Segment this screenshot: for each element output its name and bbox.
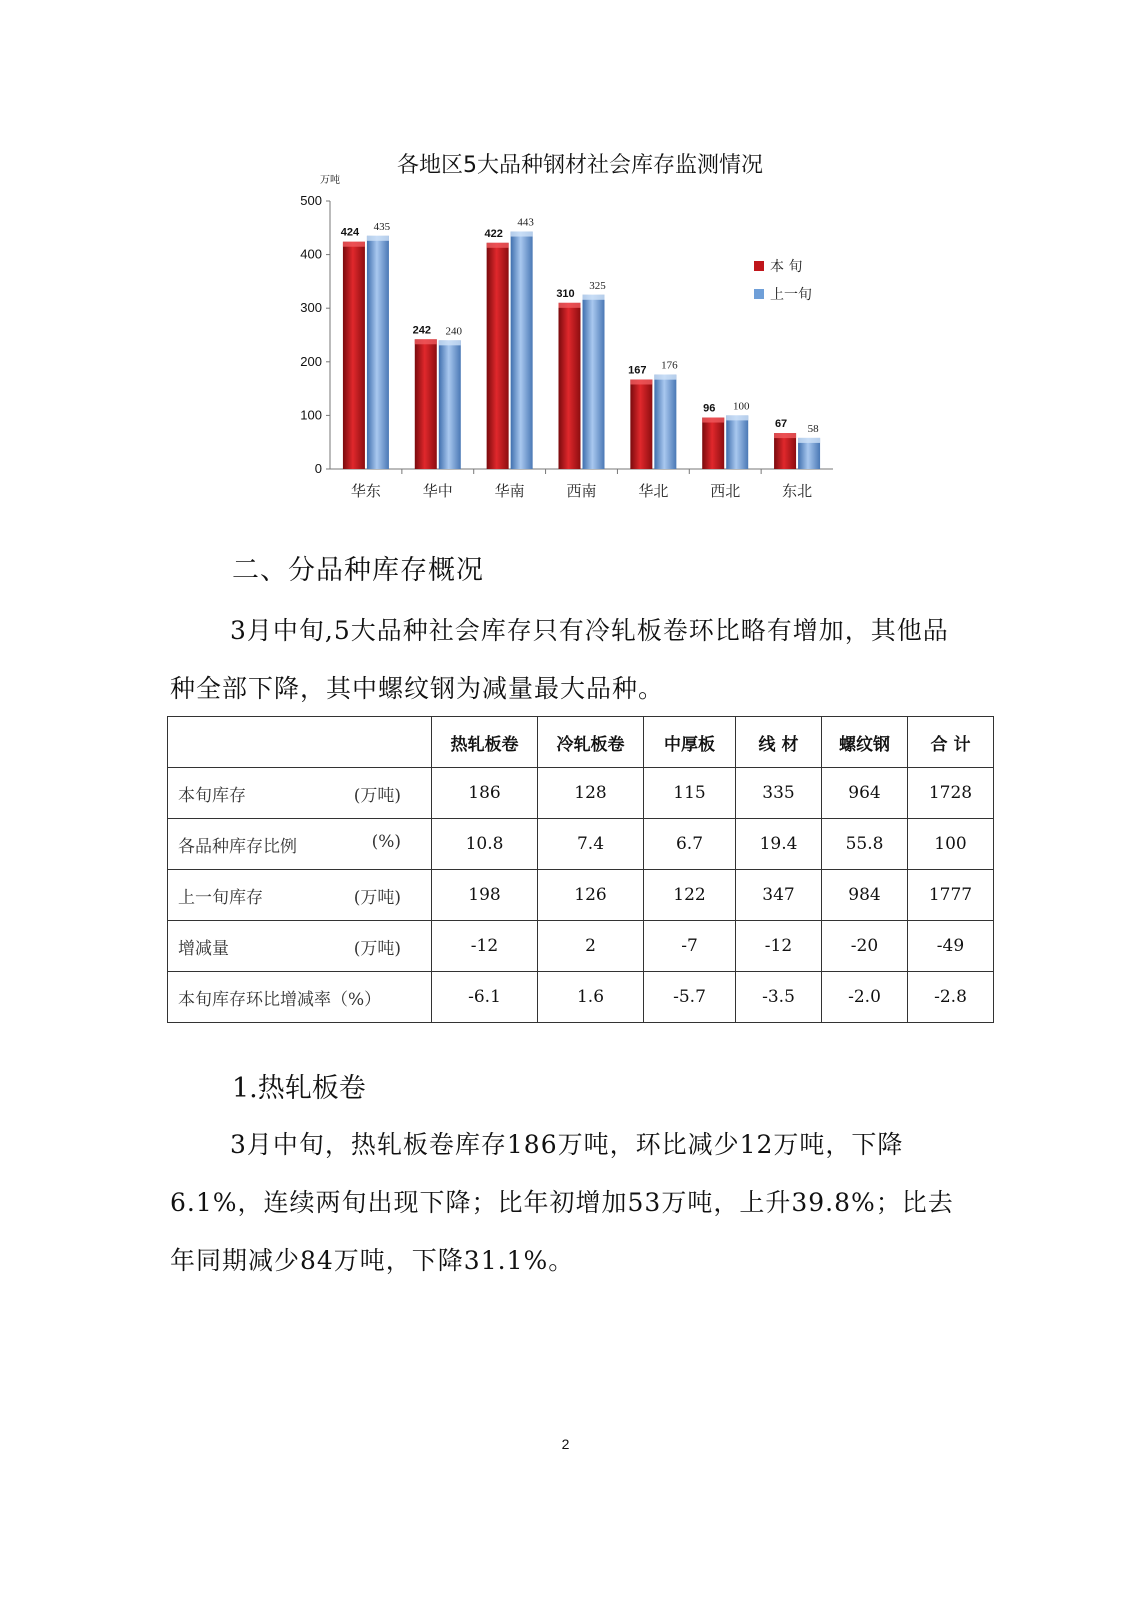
table-cell: 186: [432, 768, 538, 819]
table-cell: 100: [908, 819, 994, 870]
table-row: [168, 921, 994, 972]
x-category-label: 华中: [422, 482, 453, 500]
section-heading: 二、分品种库存概况: [232, 555, 484, 586]
table-row: [168, 768, 994, 819]
data-label: 424: [340, 226, 360, 239]
row-unit: (%): [371, 831, 401, 852]
row-label-text: 本旬库存: [178, 785, 246, 806]
data-label: 67: [774, 418, 788, 431]
table-cell: 335: [736, 768, 822, 819]
row-label: [168, 921, 432, 972]
table-header-cell: 中厚板: [644, 717, 736, 768]
y-axis-unit: 万吨: [320, 175, 340, 186]
bar-current: [415, 339, 437, 469]
bar-cap: [415, 339, 437, 344]
bar-previous: [511, 232, 533, 469]
table-row: [168, 972, 994, 1023]
table-header-cell: 线 材: [736, 717, 822, 768]
table-cell: 10.8: [432, 819, 538, 870]
y-tick-label: 400: [300, 246, 322, 262]
x-category-label: 华北: [638, 482, 669, 500]
page-number: 2: [561, 1436, 570, 1452]
legend-swatch: [754, 289, 764, 299]
table-cell: 7.4: [538, 819, 644, 870]
bar-cap: [439, 340, 461, 345]
table-cell: 55.8: [822, 819, 908, 870]
section-paragraph: 3月中旬,5大品种社会库存只有冷轧板卷环比略有增加，其他品种全部下降，其中螺纹钢为减量最大品种。: [170, 616, 949, 703]
y-tick-label: 100: [300, 407, 322, 423]
data-label: 176: [661, 359, 678, 372]
table-cell: 347: [736, 870, 822, 921]
data-label: 435: [373, 220, 391, 233]
legend-swatch: [754, 261, 764, 271]
chart-title: 各地区5大品种钢材社会库存监测情况: [397, 153, 763, 178]
data-label: 167: [628, 364, 647, 377]
bar-cap: [511, 232, 533, 237]
bar-cap: [654, 375, 676, 380]
bar-previous: [439, 340, 461, 469]
chart-svg: [300, 140, 860, 510]
row-unit: (万吨): [353, 785, 401, 806]
bar-cap: [343, 242, 365, 247]
x-category-label: 华东: [350, 482, 381, 500]
legend-label: 上一旬: [770, 287, 812, 303]
row-label-text: 增减量: [178, 938, 229, 959]
bar-cap: [726, 415, 748, 420]
table-row: [168, 870, 994, 921]
data-label: 443: [517, 216, 534, 229]
row-label: [168, 870, 432, 921]
data-label: 242: [412, 324, 431, 337]
y-tick-label: 200: [300, 353, 322, 369]
row-label: [168, 768, 432, 819]
table-cell: 2: [538, 921, 644, 972]
x-category-label: 东北: [782, 482, 813, 500]
bar-current: [630, 379, 652, 469]
bar-cap: [583, 295, 605, 300]
bar-cap: [559, 303, 581, 308]
bar-previous: [654, 375, 676, 469]
table-header-cell: 螺纹钢: [822, 717, 908, 768]
bar-previous: [583, 295, 605, 469]
bar-cap: [702, 418, 724, 423]
row-unit: (万吨): [353, 887, 401, 908]
table-cell: 984: [822, 870, 908, 921]
row-unit: (万吨): [353, 938, 401, 959]
data-label: 96: [703, 402, 716, 415]
row-label-text: 上一旬库存: [178, 887, 263, 908]
row-label: [168, 819, 432, 870]
bar-previous: [726, 415, 748, 469]
table-cell: -12: [736, 921, 822, 972]
table-cell: -7: [644, 921, 736, 972]
chart-bars: [341, 217, 820, 469]
table-cell: -5.7: [644, 972, 736, 1023]
table-cell: -49: [908, 921, 994, 972]
x-category-label: 华南: [494, 482, 525, 500]
bar-current: [343, 242, 365, 469]
data-label: 325: [589, 279, 606, 292]
table-cell: 126: [538, 870, 644, 921]
y-tick-label: 0: [314, 461, 322, 476]
data-label: 422: [484, 227, 503, 240]
table-cell: -2.0: [822, 972, 908, 1023]
table-cell: 6.7: [644, 819, 736, 870]
table-cell: 198: [432, 870, 538, 921]
data-label: 100: [732, 400, 750, 413]
table-cell: 115: [644, 768, 736, 819]
table-cell: 19.4: [736, 819, 822, 870]
bar-current: [559, 303, 581, 469]
bar-current: [774, 433, 796, 469]
data-label: 58: [807, 422, 819, 435]
bar-cap: [367, 236, 389, 241]
bar-current: [702, 418, 724, 469]
data-label: 310: [556, 287, 575, 300]
table-header-cell: 合 计: [908, 717, 994, 768]
table-cell: 122: [644, 870, 736, 921]
table-cell: 1777: [908, 870, 994, 921]
table-cell: -2.8: [908, 972, 994, 1023]
y-tick-label: 300: [300, 300, 322, 316]
bar-cap: [630, 379, 652, 384]
table-cell: -12: [432, 921, 538, 972]
data-label: 240: [445, 325, 463, 338]
inventory-bar-chart: [300, 140, 860, 510]
table-cell: -6.1: [432, 972, 538, 1023]
table-cell: 964: [822, 768, 908, 819]
table-cell: -20: [822, 921, 908, 972]
subsection-heading: 1.热轧板卷: [232, 1073, 366, 1104]
bar-current: [487, 243, 509, 469]
subsection-paragraph: 3月中旬，热轧板卷库存186万吨，环比减少12万吨，下降6.1%，连续两旬出现下降；比年初增加53万吨，上升39.8%；比去年同期减少84万吨，下降31.1%。: [170, 1130, 954, 1275]
row-label-text: 本旬库存环比增减率（%）: [178, 989, 382, 1010]
chart-legend: [754, 258, 812, 303]
x-category-label: 西南: [566, 482, 597, 500]
table-header-row: [168, 717, 994, 768]
row-label: [168, 972, 432, 1023]
table-header-cell: 冷轧板卷: [538, 717, 644, 768]
table-cell: 128: [538, 768, 644, 819]
bar-cap: [798, 438, 820, 443]
legend-label: 本 旬: [770, 259, 803, 275]
table-header-cell: 热轧板卷: [432, 717, 538, 768]
table-cell: 1.6: [538, 972, 644, 1023]
bar-cap: [774, 433, 796, 438]
table-row: [168, 819, 994, 870]
bar-previous: [367, 236, 389, 469]
stock-table: [167, 716, 994, 1023]
table-header-cell: [168, 717, 432, 768]
x-category-label: 西北: [710, 482, 741, 500]
row-label-text: 各品种库存比例: [178, 836, 297, 857]
table-cell: -3.5: [736, 972, 822, 1023]
table-cell: 1728: [908, 768, 994, 819]
bar-cap: [487, 243, 509, 248]
y-tick-label: 500: [300, 193, 322, 208]
